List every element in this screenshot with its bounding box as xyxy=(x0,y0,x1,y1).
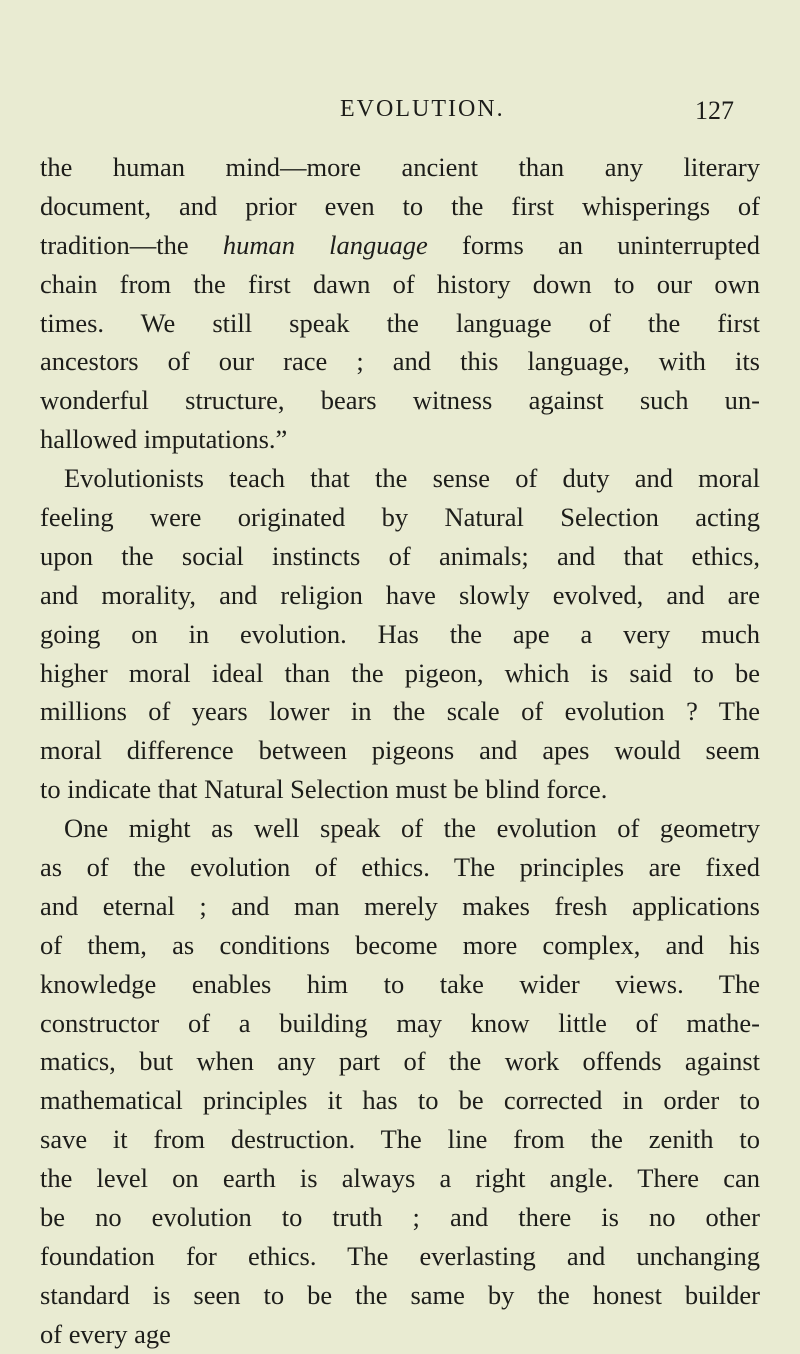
text-line: chain from the first dawn of history down to our own xyxy=(40,268,760,299)
text-line: the human mind—more ancient than any literary xyxy=(40,152,760,182)
text-line: going on in evolution. Has the ape a very much xyxy=(40,618,760,649)
text-line: Evolutionists teach that the sense of duty and moral xyxy=(64,463,760,494)
text-line: to indicate that Natural Selection must be blind force. xyxy=(40,774,608,805)
text-line: feeling were originated by Natural Selection acting xyxy=(40,502,760,533)
text-line: as of the evolution of ethics. The principles are fixed xyxy=(40,852,760,883)
text-fragment: forms an uninterrupted xyxy=(427,229,760,260)
text-line: and eternal ; and man merely makes fresh applications xyxy=(40,890,760,921)
running-title: EVOLUTION. xyxy=(340,96,505,122)
text-line: hallowed imputations.” xyxy=(40,424,288,455)
page-number: 127 xyxy=(695,96,734,125)
text-line: moral difference between pigeons and apes would seem xyxy=(40,735,760,766)
text-line: millions of years lower in the scale of evolution ? The xyxy=(40,696,760,727)
text-line: times. We still speak the language of the first xyxy=(40,307,760,338)
text-line: matics, but when any part of the work offends against xyxy=(40,1046,760,1077)
text-line: constructor of a building may know little of mathe- xyxy=(40,1007,760,1038)
text-fragment: tradition—the xyxy=(40,229,223,260)
text-line: higher moral ideal than the pigeon, which is said to be xyxy=(40,657,760,688)
text-line: One might as well speak of the evolution of geometry xyxy=(64,813,760,844)
text-line: knowledge enables him to take wider views. The xyxy=(40,968,760,999)
text-line: of them, as conditions become more complex, and his xyxy=(40,929,760,960)
italic-phrase: human language xyxy=(222,229,428,260)
text-line: and morality, and religion have slowly evolved, and are xyxy=(40,579,760,610)
text-line: foundation for ethics. The everlasting and unchanging xyxy=(40,1240,760,1271)
text-line: mathematical principles it has to be corrected in order to xyxy=(40,1085,760,1116)
text-line: standard is seen to be the same by the honest builder xyxy=(40,1279,760,1310)
text-line: ancestors of our race ; and this language, with its xyxy=(40,346,760,377)
text-line xyxy=(40,226,760,265)
text-line: wonderful structure, bears witness against such un- xyxy=(40,385,760,416)
text-line: of every age xyxy=(40,1318,171,1349)
text-line: upon the social instincts of animals; and that ethics, xyxy=(40,540,760,571)
text-line: save it from destruction. The line from the zenith to xyxy=(40,1124,760,1155)
running-head xyxy=(40,96,760,136)
text-line: be no evolution to truth ; and there is no other xyxy=(40,1202,760,1233)
body-text xyxy=(40,148,760,1354)
text-line: document, and prior even to the first whisperings of xyxy=(40,190,760,221)
text-line: the level on earth is always a right angle. There can xyxy=(40,1163,760,1194)
